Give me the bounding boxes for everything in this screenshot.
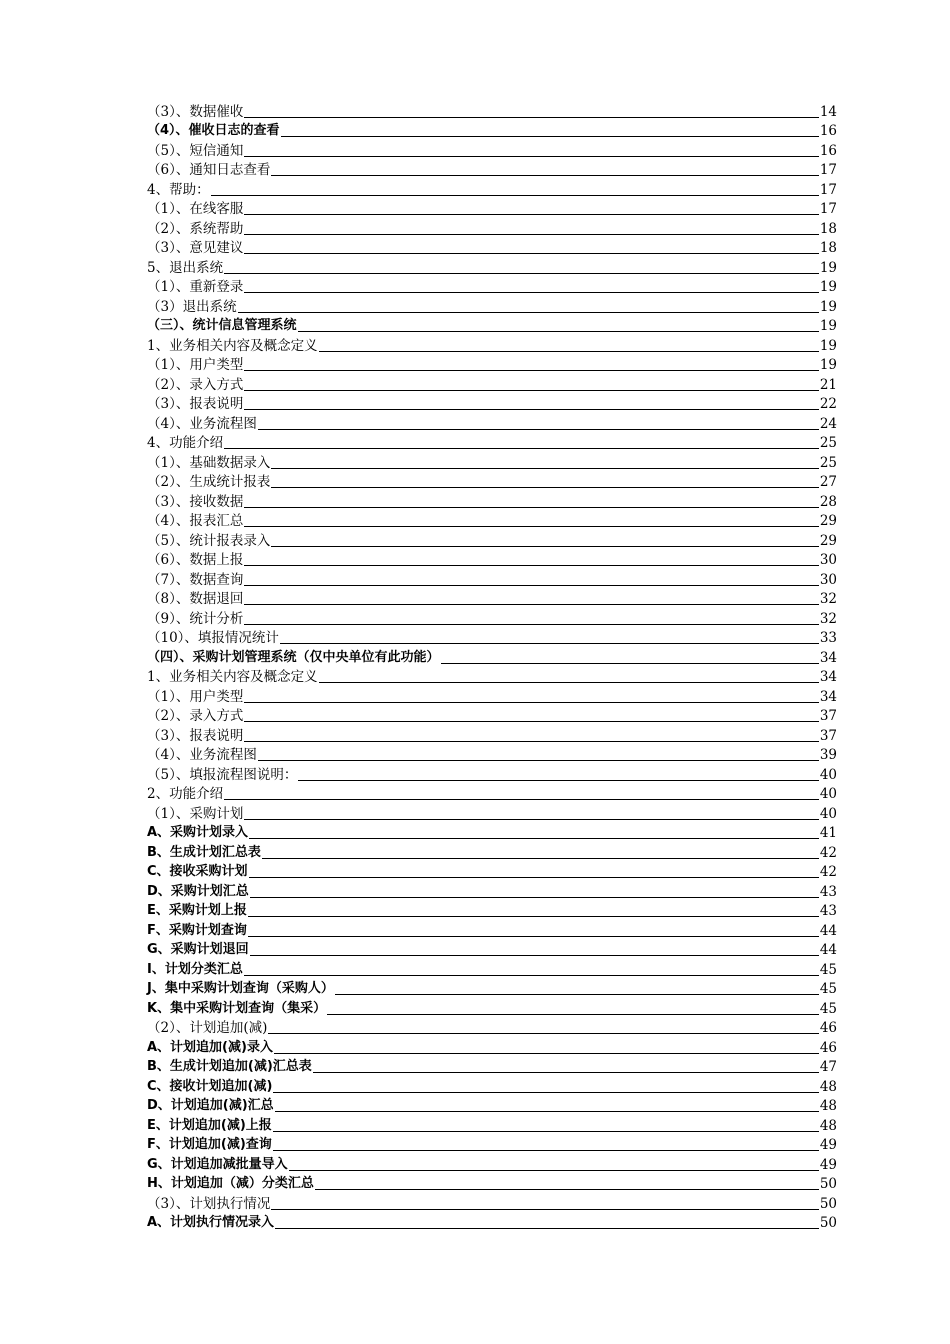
toc-page-number: 25 bbox=[819, 454, 837, 471]
toc-entry[interactable] bbox=[147, 783, 837, 803]
toc-page-number: 17 bbox=[819, 162, 837, 178]
toc-leader-line bbox=[244, 819, 818, 820]
toc-entry[interactable] bbox=[147, 1173, 837, 1193]
toc-leader-line bbox=[244, 975, 819, 976]
toc-leader-line bbox=[249, 838, 819, 839]
toc-page-number: 19 bbox=[819, 298, 837, 315]
toc-entry[interactable] bbox=[147, 510, 837, 530]
toc-entry[interactable] bbox=[147, 354, 837, 374]
toc-entry[interactable] bbox=[147, 198, 837, 218]
toc-page-number: 49 bbox=[819, 1156, 837, 1173]
toc-leader-line bbox=[319, 351, 819, 352]
toc-entry-title: （2）、录入方式 bbox=[147, 376, 244, 393]
toc-entry-title: 1、业务相关内容及概念定义 bbox=[147, 669, 318, 685]
toc-leader-line bbox=[244, 585, 818, 586]
toc-leader-line bbox=[244, 604, 818, 605]
toc-leader-line bbox=[244, 702, 818, 703]
toc-entry[interactable] bbox=[147, 627, 837, 647]
toc-page-number: 19 bbox=[819, 318, 837, 334]
toc-entry[interactable] bbox=[147, 412, 837, 432]
toc-entry[interactable] bbox=[147, 529, 837, 549]
toc-page-number: 18 bbox=[819, 240, 837, 256]
toc-entry[interactable] bbox=[147, 217, 837, 237]
toc-leader-line bbox=[244, 370, 818, 371]
toc-entry[interactable] bbox=[147, 237, 837, 257]
toc-page-number: 34 bbox=[819, 688, 837, 705]
toc-leader-line bbox=[244, 624, 818, 625]
toc-leader-line bbox=[249, 877, 819, 878]
toc-entry[interactable] bbox=[147, 646, 837, 666]
toc-entry[interactable] bbox=[147, 432, 837, 452]
toc-page-number: 42 bbox=[819, 844, 837, 861]
toc-page-number: 40 bbox=[819, 786, 837, 802]
toc-leader-line bbox=[244, 117, 818, 118]
toc-entry-title: （1）、用户类型 bbox=[147, 688, 244, 705]
toc-entry[interactable] bbox=[147, 1134, 837, 1154]
toc-entry[interactable] bbox=[147, 490, 837, 510]
toc-page-number: 42 bbox=[819, 864, 837, 880]
toc-entry[interactable] bbox=[147, 900, 837, 920]
toc-page-number: 48 bbox=[819, 1098, 837, 1114]
toc-entry[interactable] bbox=[147, 919, 837, 939]
toc-entry-title: （2）、录入方式 bbox=[147, 708, 244, 724]
toc-page-number: 45 bbox=[819, 981, 837, 997]
toc-entry-title: 4、功能介绍 bbox=[147, 435, 224, 451]
toc-entry[interactable] bbox=[147, 549, 837, 569]
toc-entry-title: （5）、统计报表录入 bbox=[147, 532, 271, 549]
toc-entry-title: C、接收采购计划 bbox=[147, 864, 248, 879]
toc-entry[interactable] bbox=[147, 997, 837, 1017]
toc-leader-line bbox=[244, 409, 818, 410]
table-of-contents bbox=[147, 100, 837, 1231]
toc-page-number: 44 bbox=[819, 922, 837, 939]
toc-entry-title: （6）、通知日志查看 bbox=[147, 162, 271, 178]
toc-page-number: 49 bbox=[819, 1137, 837, 1153]
toc-entry[interactable] bbox=[147, 1114, 837, 1134]
toc-entry[interactable] bbox=[147, 315, 837, 335]
toc-leader-line bbox=[273, 1131, 819, 1132]
toc-entry-title: 4、帮助： bbox=[147, 181, 210, 198]
toc-entry-title: （4）、报表汇总 bbox=[147, 513, 244, 529]
toc-leader-line bbox=[224, 273, 819, 274]
toc-entry[interactable] bbox=[147, 744, 837, 764]
toc-page-number: 22 bbox=[819, 396, 837, 412]
toc-entry-title: （3）、报表说明 bbox=[147, 396, 244, 412]
toc-entry[interactable] bbox=[147, 159, 837, 179]
toc-page-number: 48 bbox=[819, 1078, 837, 1095]
toc-entry-title: （2）、计划追加(减) bbox=[147, 1020, 268, 1036]
toc-entry-title: （7）、数据查询 bbox=[147, 571, 244, 588]
toc-entry[interactable] bbox=[147, 1153, 837, 1173]
toc-entry[interactable] bbox=[147, 1095, 837, 1115]
toc-entry-title: （3）、接收数据 bbox=[147, 493, 244, 510]
toc-page-number: 19 bbox=[819, 279, 837, 295]
toc-leader-line bbox=[271, 487, 818, 488]
toc-page-number: 44 bbox=[819, 942, 837, 958]
toc-leader-line bbox=[258, 429, 819, 430]
toc-entry-title: （3）、计划执行情况 bbox=[147, 1195, 271, 1212]
toc-entry-title: （3）、意见建议 bbox=[147, 240, 244, 256]
toc-page-number: 19 bbox=[819, 259, 837, 276]
toc-entry[interactable] bbox=[147, 822, 837, 842]
toc-entry-title: E、计划追加(减)上报 bbox=[147, 1117, 272, 1133]
toc-leader-line bbox=[281, 136, 819, 137]
toc-entry[interactable] bbox=[147, 880, 837, 900]
toc-page-number: 28 bbox=[819, 493, 837, 510]
toc-entry-title: （9）、统计分析 bbox=[147, 610, 244, 627]
toc-leader-line bbox=[244, 156, 818, 157]
toc-entry[interactable] bbox=[147, 939, 837, 959]
toc-page-number: 45 bbox=[819, 961, 837, 978]
toc-entry[interactable] bbox=[147, 861, 837, 881]
toc-entry[interactable] bbox=[147, 1017, 837, 1037]
toc-entry-title: （8）、数据退回 bbox=[147, 591, 244, 607]
toc-page-number: 21 bbox=[819, 376, 837, 393]
toc-page-number: 43 bbox=[819, 883, 837, 900]
toc-page-number: 40 bbox=[819, 766, 837, 783]
toc-page-number: 50 bbox=[819, 1195, 837, 1212]
toc-entry-title: （3）、数据催收 bbox=[147, 103, 244, 120]
toc-leader-line bbox=[298, 331, 819, 332]
toc-leader-line bbox=[211, 195, 819, 196]
toc-entry[interactable] bbox=[147, 607, 837, 627]
toc-entry[interactable] bbox=[147, 100, 837, 120]
toc-leader-line bbox=[271, 175, 818, 176]
toc-entry[interactable] bbox=[147, 373, 837, 393]
toc-page-number: 37 bbox=[819, 708, 837, 724]
toc-leader-line bbox=[238, 312, 819, 313]
toc-page-number: 27 bbox=[819, 474, 837, 490]
toc-page-number: 33 bbox=[819, 630, 837, 646]
toc-page-number: 29 bbox=[819, 532, 837, 549]
toc-entry-title: （4）、业务流程图 bbox=[147, 415, 257, 432]
toc-page-number: 50 bbox=[819, 1176, 837, 1192]
toc-entry-title: （5）、短信通知 bbox=[147, 142, 244, 159]
toc-entry[interactable] bbox=[147, 802, 837, 822]
toc-leader-line bbox=[315, 1189, 819, 1190]
toc-page-number: 39 bbox=[819, 747, 837, 763]
toc-leader-line bbox=[327, 1014, 819, 1015]
toc-entry[interactable] bbox=[147, 978, 837, 998]
toc-entry[interactable] bbox=[147, 1192, 837, 1212]
toc-entry-title: 1、业务相关内容及概念定义 bbox=[147, 337, 318, 354]
toc-entry-title: 2、功能介绍 bbox=[147, 786, 224, 802]
toc-page-number: 17 bbox=[819, 201, 837, 217]
toc-leader-line bbox=[441, 663, 819, 664]
toc-leader-line bbox=[244, 253, 818, 254]
toc-page-number: 30 bbox=[819, 571, 837, 588]
toc-page-number: 32 bbox=[819, 610, 837, 627]
toc-leader-line bbox=[244, 214, 818, 215]
toc-entry[interactable] bbox=[147, 685, 837, 705]
toc-leader-line bbox=[244, 565, 818, 566]
toc-entry-title: A、计划执行情况录入 bbox=[147, 1215, 275, 1230]
toc-page-number: 34 bbox=[819, 669, 837, 685]
toc-page-number: 47 bbox=[819, 1059, 837, 1075]
toc-entry-title: D、计划追加(减)汇总 bbox=[147, 1098, 274, 1113]
toc-entry[interactable] bbox=[147, 841, 837, 861]
toc-leader-line bbox=[244, 234, 818, 235]
toc-entry-title: （1）、重新登录 bbox=[147, 279, 244, 295]
toc-entry-title: K、集中采购计划查询（集采） bbox=[147, 1000, 327, 1016]
toc-entry[interactable] bbox=[147, 1075, 837, 1095]
toc-leader-line bbox=[271, 468, 818, 469]
toc-leader-line bbox=[250, 955, 819, 956]
toc-entry-title: J、集中采购计划查询（采购人） bbox=[147, 981, 334, 996]
toc-entry[interactable] bbox=[147, 276, 837, 296]
toc-page-number: 32 bbox=[819, 591, 837, 607]
toc-leader-line bbox=[319, 682, 819, 683]
toc-entry-title: D、采购计划汇总 bbox=[147, 883, 249, 899]
toc-entry-title: （4）、业务流程图 bbox=[147, 747, 257, 763]
toc-leader-line bbox=[273, 1150, 819, 1151]
toc-entry[interactable] bbox=[147, 763, 837, 783]
toc-leader-line bbox=[335, 994, 819, 995]
toc-entry[interactable] bbox=[147, 1056, 837, 1076]
toc-leader-line bbox=[224, 799, 819, 800]
toc-entry[interactable] bbox=[147, 393, 837, 413]
toc-page-number: 29 bbox=[819, 513, 837, 529]
toc-leader-line bbox=[250, 897, 819, 898]
toc-entry-title: A、采购计划录入 bbox=[147, 825, 249, 840]
toc-entry-title: （10）、填报情况统计 bbox=[147, 630, 279, 646]
toc-entry-title: E、采购计划上报 bbox=[147, 903, 247, 918]
toc-leader-line bbox=[258, 760, 819, 761]
toc-leader-line bbox=[224, 448, 819, 449]
toc-entry[interactable] bbox=[147, 666, 837, 686]
toc-entry[interactable] bbox=[147, 588, 837, 608]
toc-leader-line bbox=[244, 507, 818, 508]
toc-entry[interactable] bbox=[147, 958, 837, 978]
toc-page-number: 18 bbox=[819, 220, 837, 237]
toc-entry-title: （3）、报表说明 bbox=[147, 727, 244, 744]
toc-entry-title: （四）、采购计划管理系统（仅中央单位有此功能） bbox=[147, 649, 440, 665]
toc-page-number: 41 bbox=[819, 825, 837, 841]
toc-page-number: 19 bbox=[819, 337, 837, 354]
toc-entry-title: C、接收计划追加(减) bbox=[147, 1078, 273, 1094]
toc-entry-title: F、计划追加(减)查询 bbox=[147, 1137, 272, 1152]
toc-page-number: 34 bbox=[819, 649, 837, 666]
toc-entry-title: （1）、用户类型 bbox=[147, 357, 244, 373]
toc-leader-line bbox=[248, 936, 819, 937]
toc-leader-line bbox=[289, 1170, 819, 1171]
toc-leader-line bbox=[244, 526, 818, 527]
toc-leader-line bbox=[274, 1053, 819, 1054]
toc-entry-title: F、采购计划查询 bbox=[147, 922, 247, 938]
toc-entry-title: 5、退出系统 bbox=[147, 259, 224, 276]
toc-entry-title: （1）、采购计划 bbox=[147, 805, 244, 822]
toc-entry[interactable] bbox=[147, 568, 837, 588]
toc-leader-line bbox=[244, 741, 818, 742]
toc-entry-title: （2）、系统帮助 bbox=[147, 220, 244, 237]
toc-entry-title: （1）、基础数据录入 bbox=[147, 454, 271, 471]
toc-entry-title: （1）、在线客服 bbox=[147, 201, 244, 217]
toc-entry[interactable] bbox=[147, 334, 837, 354]
toc-entry-title: （2）、生成统计报表 bbox=[147, 474, 271, 490]
toc-page-number: 46 bbox=[819, 1039, 837, 1056]
toc-leader-line bbox=[275, 1111, 819, 1112]
toc-page-number: 19 bbox=[819, 357, 837, 373]
toc-entry-title: （三）、统计信息管理系统 bbox=[147, 318, 297, 333]
toc-page-number: 24 bbox=[819, 415, 837, 432]
toc-page-number: 50 bbox=[819, 1215, 837, 1231]
toc-entry-title: A、计划追加(减)录入 bbox=[147, 1039, 273, 1055]
toc-entry[interactable] bbox=[147, 471, 837, 491]
toc-entry-title: G、计划追加减批量导入 bbox=[147, 1156, 288, 1172]
toc-entry-title: （3）退出系统 bbox=[147, 298, 237, 315]
toc-leader-line bbox=[280, 643, 819, 644]
toc-page-number: 25 bbox=[819, 435, 837, 451]
toc-entry-title: B、生成计划汇总表 bbox=[147, 844, 261, 860]
toc-leader-line bbox=[313, 1072, 819, 1073]
toc-leader-line bbox=[298, 780, 818, 781]
toc-page-number: 17 bbox=[819, 181, 837, 198]
toc-leader-line bbox=[244, 292, 818, 293]
toc-leader-line bbox=[262, 858, 819, 859]
toc-entry[interactable] bbox=[147, 451, 837, 471]
toc-page-number: 16 bbox=[819, 142, 837, 159]
toc-leader-line bbox=[273, 1092, 818, 1093]
toc-page-number: 45 bbox=[819, 1000, 837, 1017]
toc-entry[interactable] bbox=[147, 120, 837, 140]
toc-page-number: 16 bbox=[819, 123, 837, 139]
toc-page-number: 40 bbox=[819, 805, 837, 822]
toc-leader-line bbox=[275, 1228, 819, 1229]
toc-entry-title: B、生成计划追加(减)汇总表 bbox=[147, 1059, 312, 1074]
toc-entry[interactable] bbox=[147, 295, 837, 315]
toc-page-number: 48 bbox=[819, 1117, 837, 1134]
toc-page-number: 46 bbox=[819, 1020, 837, 1036]
toc-entry-title: （4）、催收日志的查看 bbox=[147, 123, 280, 138]
toc-leader-line bbox=[248, 916, 819, 917]
toc-entry-title: I、计划分类汇总 bbox=[147, 961, 243, 977]
toc-page-number: 30 bbox=[819, 552, 837, 568]
toc-entry-title: H、计划追加（减）分类汇总 bbox=[147, 1176, 314, 1191]
toc-entry[interactable] bbox=[147, 256, 837, 276]
toc-leader-line bbox=[268, 1033, 818, 1034]
toc-entry[interactable] bbox=[147, 1212, 837, 1232]
toc-entry-title: （6）、数据上报 bbox=[147, 552, 244, 568]
toc-entry[interactable] bbox=[147, 705, 837, 725]
toc-leader-line bbox=[244, 721, 818, 722]
toc-entry-title: （5）、填报流程图说明： bbox=[147, 766, 298, 783]
toc-page-number: 14 bbox=[819, 103, 837, 120]
toc-leader-line bbox=[271, 546, 818, 547]
toc-page-number: 43 bbox=[819, 903, 837, 919]
toc-entry[interactable] bbox=[147, 139, 837, 159]
toc-page-number: 37 bbox=[819, 727, 837, 744]
toc-entry[interactable] bbox=[147, 1036, 837, 1056]
toc-entry[interactable] bbox=[147, 178, 837, 198]
toc-entry[interactable] bbox=[147, 724, 837, 744]
toc-leader-line bbox=[244, 390, 818, 391]
toc-leader-line bbox=[271, 1209, 818, 1210]
toc-entry-title: G、采购计划退回 bbox=[147, 942, 249, 957]
